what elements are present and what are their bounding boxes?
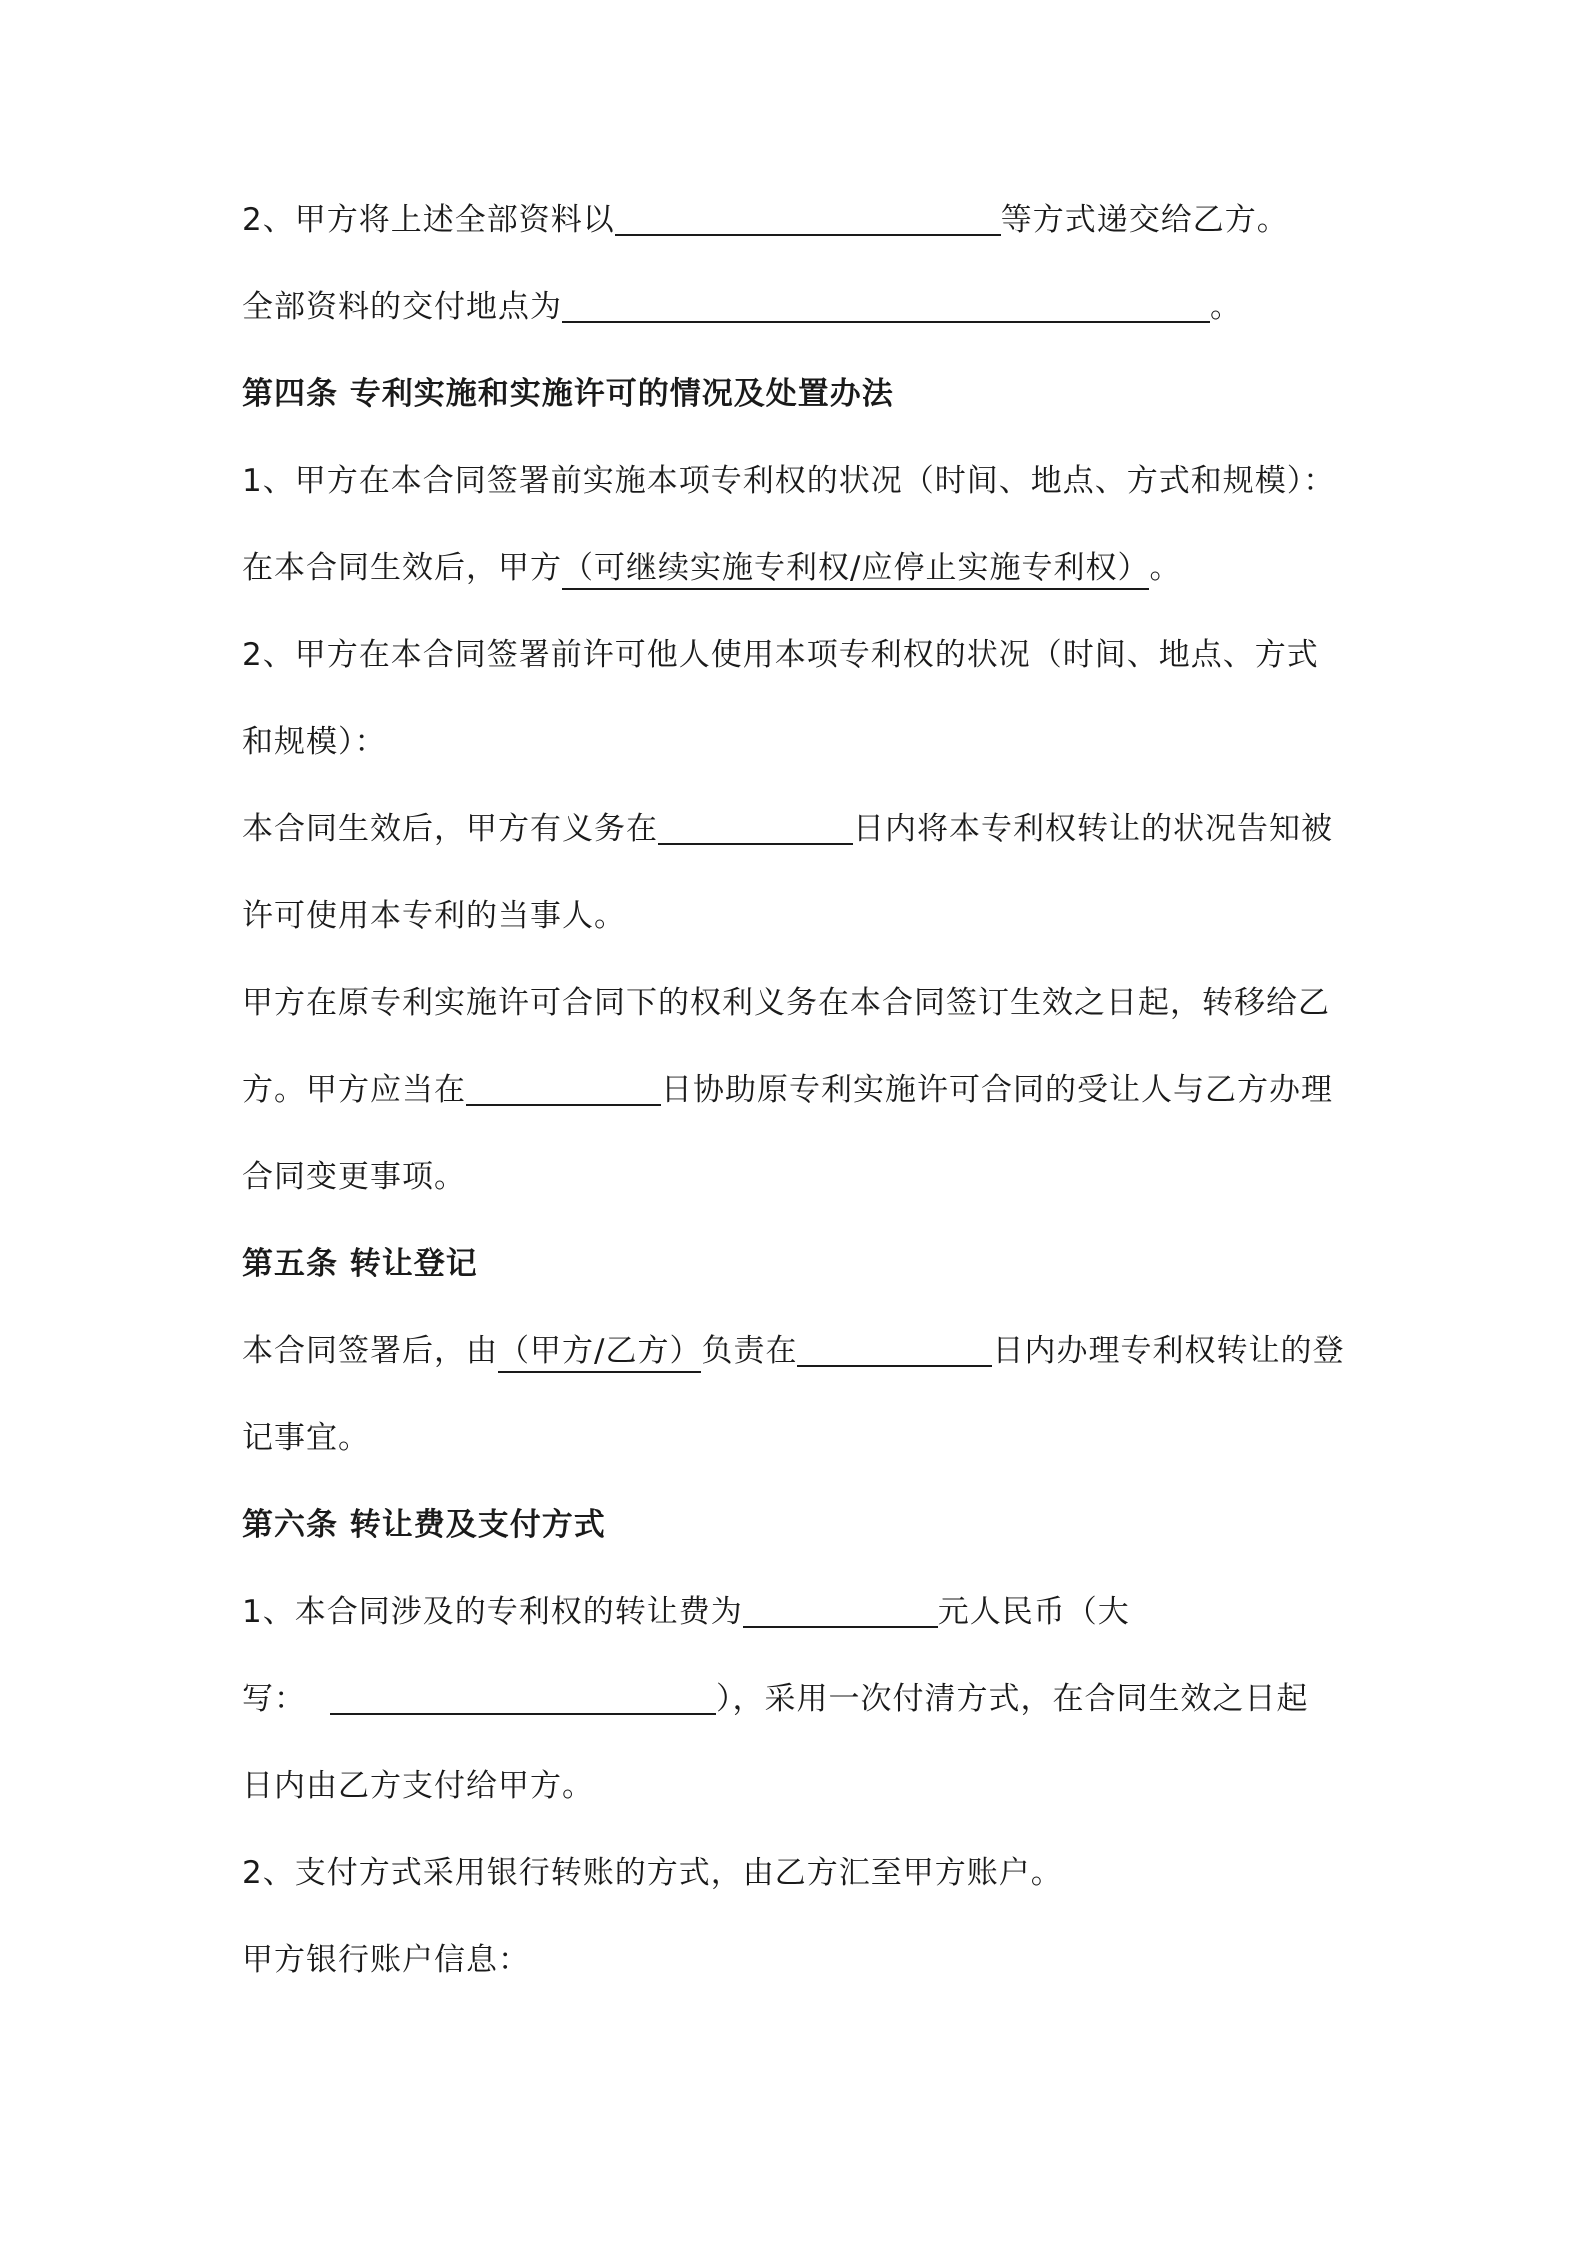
delivery-method-suffix: 等方式递交给乙方。 [1000, 202, 1289, 238]
assist-change-prefix: 方。甲方应当在 [242, 1072, 466, 1108]
post-effect-suffix: 。 [1149, 550, 1182, 586]
assist-change-suffix: 日协助原专利实施许可合同的受让人与乙方办理 [661, 1072, 1333, 1108]
fee-capitalized-suffix: ），采用一次付清方式，在合同生效之日起 [716, 1681, 1309, 1717]
payment-method-line: 2、支付方式采用银行转账的方式，由乙方汇至甲方账户。 [242, 1855, 1063, 1891]
transfer-fee-amount-blank[interactable] [743, 1590, 938, 1628]
delivery-method-prefix: 2、甲方将上述全部资料以 [242, 202, 615, 238]
delivery-method-blank[interactable] [615, 198, 1001, 236]
registration-suffix: 日内办理专利权转让的登 [992, 1333, 1345, 1369]
assist-change-line [242, 1068, 1333, 1112]
delivery-location-line [242, 285, 1242, 329]
bank-account-info-label: 甲方银行账户信息： [242, 1942, 530, 1978]
responsible-party-option[interactable]: （甲方/乙方） [498, 1331, 701, 1373]
article-five-heading: 第五条 转让登记 [242, 1246, 478, 1282]
fee-capitalized-prefix: 写： [242, 1681, 306, 1717]
delivery-method-line [242, 198, 1289, 242]
payment-deadline-line: 日内由乙方支付给甲方。 [242, 1768, 594, 1804]
prior-implementation-line: 1、甲方在本合同签署前实施本项专利权的状况（时间、地点、方式和规模）： [242, 463, 1336, 499]
notify-days-blank[interactable] [658, 807, 853, 845]
article-four-heading: 第四条 专利实施和实施许可的情况及处置办法 [242, 376, 894, 412]
transfer-fee-suffix: 元人民币（大 [937, 1594, 1130, 1630]
delivery-location-suffix: 。 [1210, 289, 1242, 325]
notify-obligation-prefix: 本合同生效后，甲方有义务在 [242, 811, 658, 847]
assist-days-blank[interactable] [466, 1068, 661, 1106]
article-six-heading: 第六条 转让费及支付方式 [242, 1507, 606, 1543]
implementation-option[interactable]: （可继续实施专利权/应停止实施专利权） [562, 548, 1149, 590]
rights-transfer-line: 甲方在原专利实施许可合同下的权利义务在本合同签订生效之日起，转移给乙 [242, 985, 1330, 1021]
post-effect-prefix: 在本合同生效后，甲方 [242, 550, 562, 586]
prior-license-line: 2、甲方在本合同签署前许可他人使用本项专利权的状况（时间、地点、方式 [242, 637, 1319, 673]
registration-line [242, 1329, 1344, 1373]
notify-obligation-suffix: 日内将本专利权转让的状况告知被 [853, 811, 1333, 847]
registration-line-cont: 记事宜。 [242, 1420, 370, 1456]
delivery-location-prefix: 全部资料的交付地点为 [242, 289, 562, 325]
fee-capitalized-line [242, 1677, 1309, 1721]
fee-capitalized-blank[interactable] [330, 1677, 716, 1715]
post-effect-implementation-line [242, 546, 1181, 590]
registration-prefix: 本合同签署后，由 [242, 1333, 498, 1369]
notify-obligation-line [242, 807, 1333, 851]
registration-days-blank[interactable] [797, 1329, 992, 1367]
assist-change-line-cont: 合同变更事项。 [242, 1159, 466, 1195]
transfer-fee-prefix: 1、本合同涉及的专利权的转让费为 [242, 1594, 743, 1630]
notify-obligation-line-cont: 许可使用本专利的当事人。 [242, 898, 626, 934]
prior-license-line-cont: 和规模）： [242, 724, 387, 760]
transfer-fee-line [242, 1590, 1130, 1634]
delivery-location-blank[interactable] [562, 285, 1210, 323]
registration-middle: 负责在 [701, 1333, 798, 1369]
